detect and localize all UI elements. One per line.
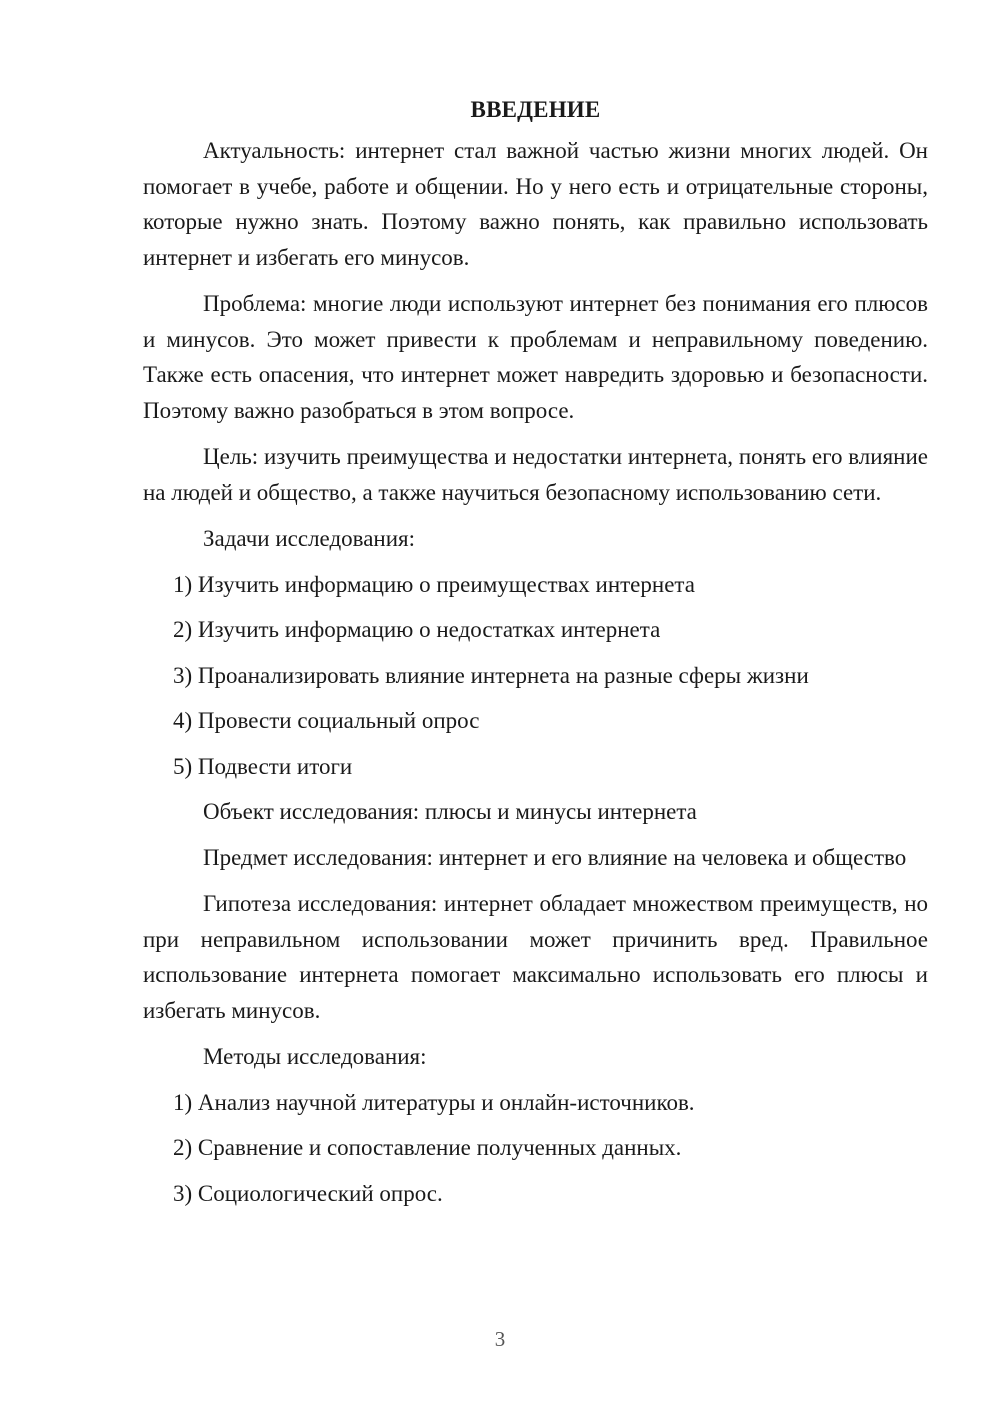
object-line: Объект исследования: плюсы и минусы интернета (203, 799, 697, 824)
page-number: 3 (494, 1327, 506, 1351)
list-item: 3) Проанализировать влияние интернета на разные сферы жизни (173, 662, 809, 688)
subject-paragraph: Предмет исследования: интернет и его влияние на человека и общество (203, 844, 907, 870)
section-heading: ВВЕДЕНИЕ (470, 97, 601, 122)
hypothesis-paragraph: Гипотеза исследования: интернет обладает множеством преимуществ, но при неправильном использовании может причинить вред. Правильное использование интернета помогает максимально использовать его плюсы и избегать минусов. (143, 891, 928, 1023)
tasks-list (143, 567, 928, 785)
goal-paragraph: Цель: изучить преимущества и недостатки интернета, понять его влияние на людей и общество, а также научиться безопасному использованию сети. (143, 444, 928, 505)
page-content (143, 92, 928, 1221)
list-item: 1) Анализ научной литературы и онлайн-источников. (173, 1089, 695, 1115)
problem-paragraph: Проблема: многие люди используют интернет без понимания его плюсов и минусов. Это может привести к проблемам и неправильному поведению. Также есть опасения, что интернет может навредить здоровью и безопасности. Поэтому важно разобраться в этом вопросе. (143, 291, 928, 423)
relevance-paragraph: Актуальность: интернет стал важной частью жизни многих людей. Он помогает в учебе, работе и общении. Но у него есть и отрицательные стороны, которые нужно знать. Поэтому важно понять, как правильно использовать интернет и избегать его минусов. (143, 138, 928, 270)
list-item: 2) Изучить информацию о недостатках интернета (173, 617, 661, 642)
list-item: 2) Сравнение и сопоставление полученных данных. (173, 1135, 682, 1160)
list-item: 5) Подвести итоги (173, 753, 353, 779)
list-item: 3) Социологический опрос. (173, 1180, 443, 1206)
tasks-title: Задачи исследования: (203, 526, 416, 551)
methods-title: Методы исследования: (203, 1044, 427, 1069)
methods-list (143, 1085, 928, 1212)
list-item: 1) Изучить информацию о преимуществах интернета (173, 571, 695, 597)
list-item: 4) Провести социальный опрос (173, 708, 480, 733)
